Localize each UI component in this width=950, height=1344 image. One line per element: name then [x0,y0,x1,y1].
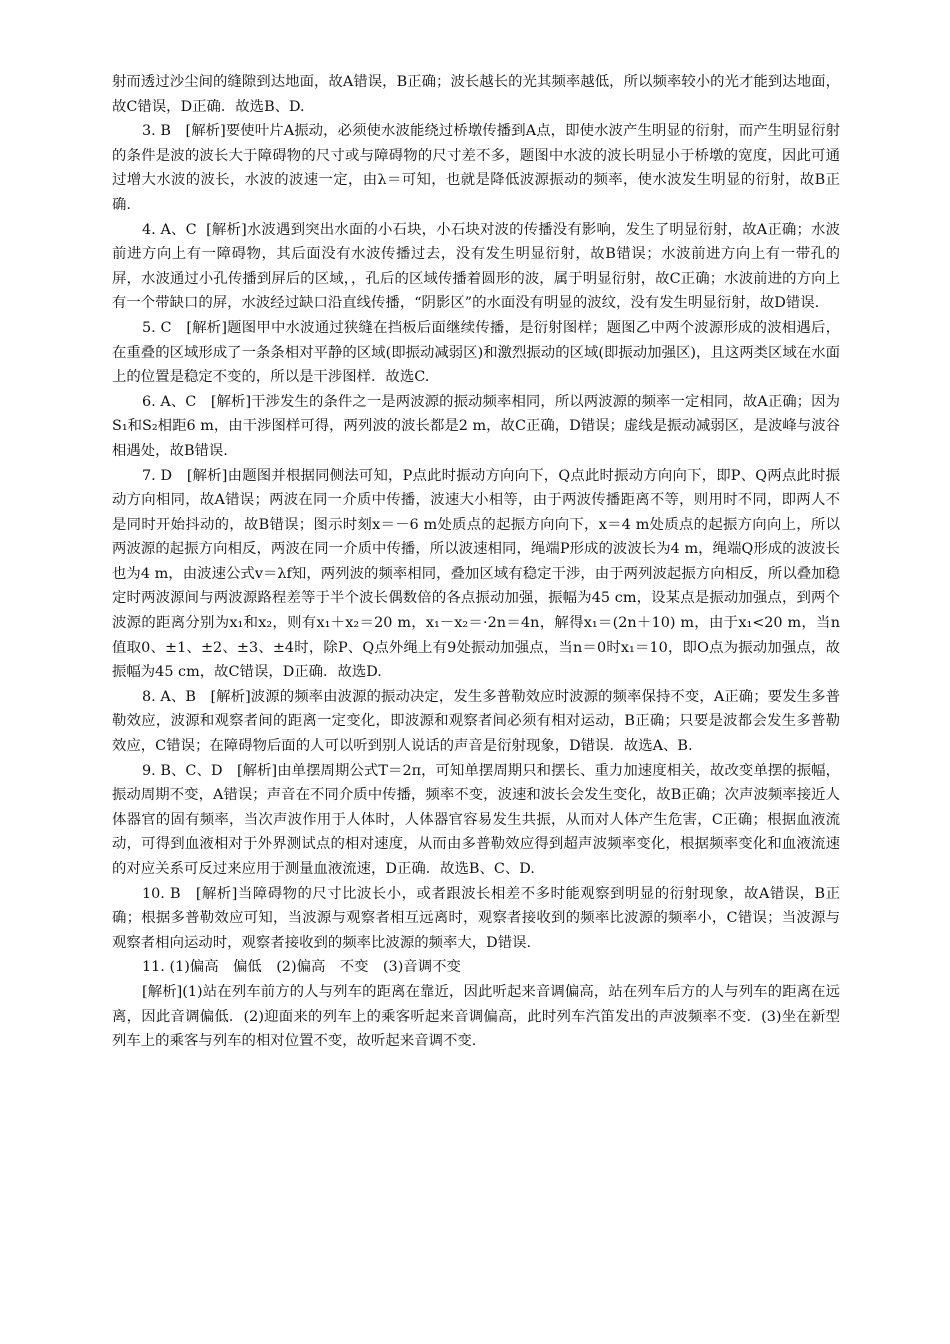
answer-8: 8. A、B [解析]波源的频率由波源的振动决定，发生多普勒效应时波源的频率保持不变，A正确；要发生多普勒效应，波源和观察者间的距离一定变化，即波源和观察者间必须有相对运动，B正确；只要是波都会发生多普勒效应，C错误；在障碍物后面的人可以听到别人说话的声音是衍射现象，D错误．故选A、B. [112,688,840,755]
answer-7: 7. D [解析]由题图并根据同侧法可知，P点此时振动方向向下，Q点此时振动方向向下，即P、Q两点此时振动方向相同，故A错误；两波在同一介质中传播，波速大小相等，由于两波传播距离不等，则用时不同，即两人不是同时开始抖动的，故B错误；图示时刻x＝－6 m处质点的起振方向向下，x＝4 m处质点的起振方向向上，所以两波源的起振方向相反，两波在同一介质中传播，所以波速相同，绳端P形成的波波长为4 m，绳端Q形成的波波长也为4 m，由波速公式v＝λf知，两列波的频率相同，叠加区域有稳定干涉，由于两列波起振方向相反，所以叠加稳定时两波源间与两波源路程差等于半个波长偶数倍的各点振动加强，振幅为45 cm，设某点是振动加强点，到两个波源的距离分别为x₁和x₂，则有x₁＋x₂＝20 m，x₁－x₂＝·2n＝4n，解得x₁＝(2n＋10) m，由于x₁<20 m，当n值取0、±1、±2、±3、±4时，除P、Q点外绳上有9处振动加强点，当n＝0时x₁＝10，即O点为振动加强点，故振幅为45 cm，故C错误，D正确．故选D. [112,467,840,681]
answer-4: 4. A、C [解析]水波遇到突出水面的小石块，小石块对波的传播没有影响，发生了明显衍射，故A正确；水波前进方向上有一障碍物，其后面没有水波传播过去，没有发生明显衍射，故B错误；水波前进方向上有一带孔的屏，水波通过小孔传播到屏后的区域，，孔后的区域传播着圆形的波，属于明显衍射，故C正确；水波前进的方向上有一个带缺口的屏，水波经过缺口沿直线传播，“阴影区”的水面没有明显的波纹，没有发生明显衍射，故D错误. [112,221,840,312]
paragraph-continuation: 射而透过沙尘间的缝隙到达地面，故A错误，B正确；波长越长的光其频率越低，所以频率较小的光才能到达地面，故C错误，D正确．故选B、D. [112,74,840,115]
answer-6: 6. A、C [解析]干涉发生的条件之一是两波源的振动频率相同，所以两波源的频率一定相同，故A正确；因为S₁和S₂相距6 m，由干涉图样可得，两列波的波长都是2 m，故C正确，D错误；虚线是振动减弱区，是波峰与波谷相遇处，故B错误. [112,393,840,459]
answer-11: 11. (1)偏高 偏低 (2)偏高 不变 (3)音调不变 [142,959,461,976]
answer-11-explanation: [解析](1)站在列车前方的人与列车的距离在靠近，因此听起来音调偏高，站在列车后方的人与列车的距离在远离，因此音调偏低．(2)迎面来的列车上的乘客听起来音调偏高，此时列车汽笛发出的声波频率不变．(3)坐在新型列车上的乘客与列车的相对位置不变，故听起来音调不变. [112,983,840,1050]
answer-9: 9. B、C、D [解析]由单摆周期公式T＝2π，可知单摆周期只和摆长、重力加速度相关，故改变单摆的振幅，振动周期不变，A错误；声音在不同介质中传播，频率不变，波速和波长会发生变化，故B正确；次声波频率接近人体器官的固有频率，当次声波作用于人体时，人体器官容易发生共振，从而对人体产生危害，C正确；根据血液流动，可得到血液相对于外界测试点的相对速度，从而由多普勒效应得到超声波频率变化，根据频率变化和血液流速的对应关系可反过来应用于测量血液流速，D正确．故选B、C、D. [112,762,840,877]
answer-3: 3. B [解析]要使叶片A振动，必须使水波能绕过桥墩传播到A点，即使水波产生明显的衍射，而产生明显衍射的条件是波的波长大于障碍物的尺寸或与障碍物的尺寸差不多，题图中水波的波长明显小于桥墩的宽度，因此可通过增大水波的波长，水波的波速一定，由λ＝可知，也就是降低波源振动的频率，使水波发生明显的衍射，故B正确. [112,123,840,213]
answer-5: 5. C [解析]题图甲中水波通过狭缝在挡板后面继续传播，是衍射图样；题图乙中两个波源形成的波相遇后，在重叠的区域形成了一条条相对平静的区域(即振动减弱区)和激烈振动的区域(即振动加强区)，且这两类区域在水面上的位置是稳定不变的，所以是干涉图样．故选C. [112,319,840,386]
answer-10: 10. B [解析]当障碍物的尺寸比波长小，或者跟波长相差不多时能观察到明显的衍射现象，故A错误，B正确；根据多普勒效应可知，当波源与观察者相互远离时，观察者接收到的频率比波源的频率小，C错误；当波源与观察者相向运动时，观察者接收到的频率比波源的频率大，D错误. [112,885,840,951]
